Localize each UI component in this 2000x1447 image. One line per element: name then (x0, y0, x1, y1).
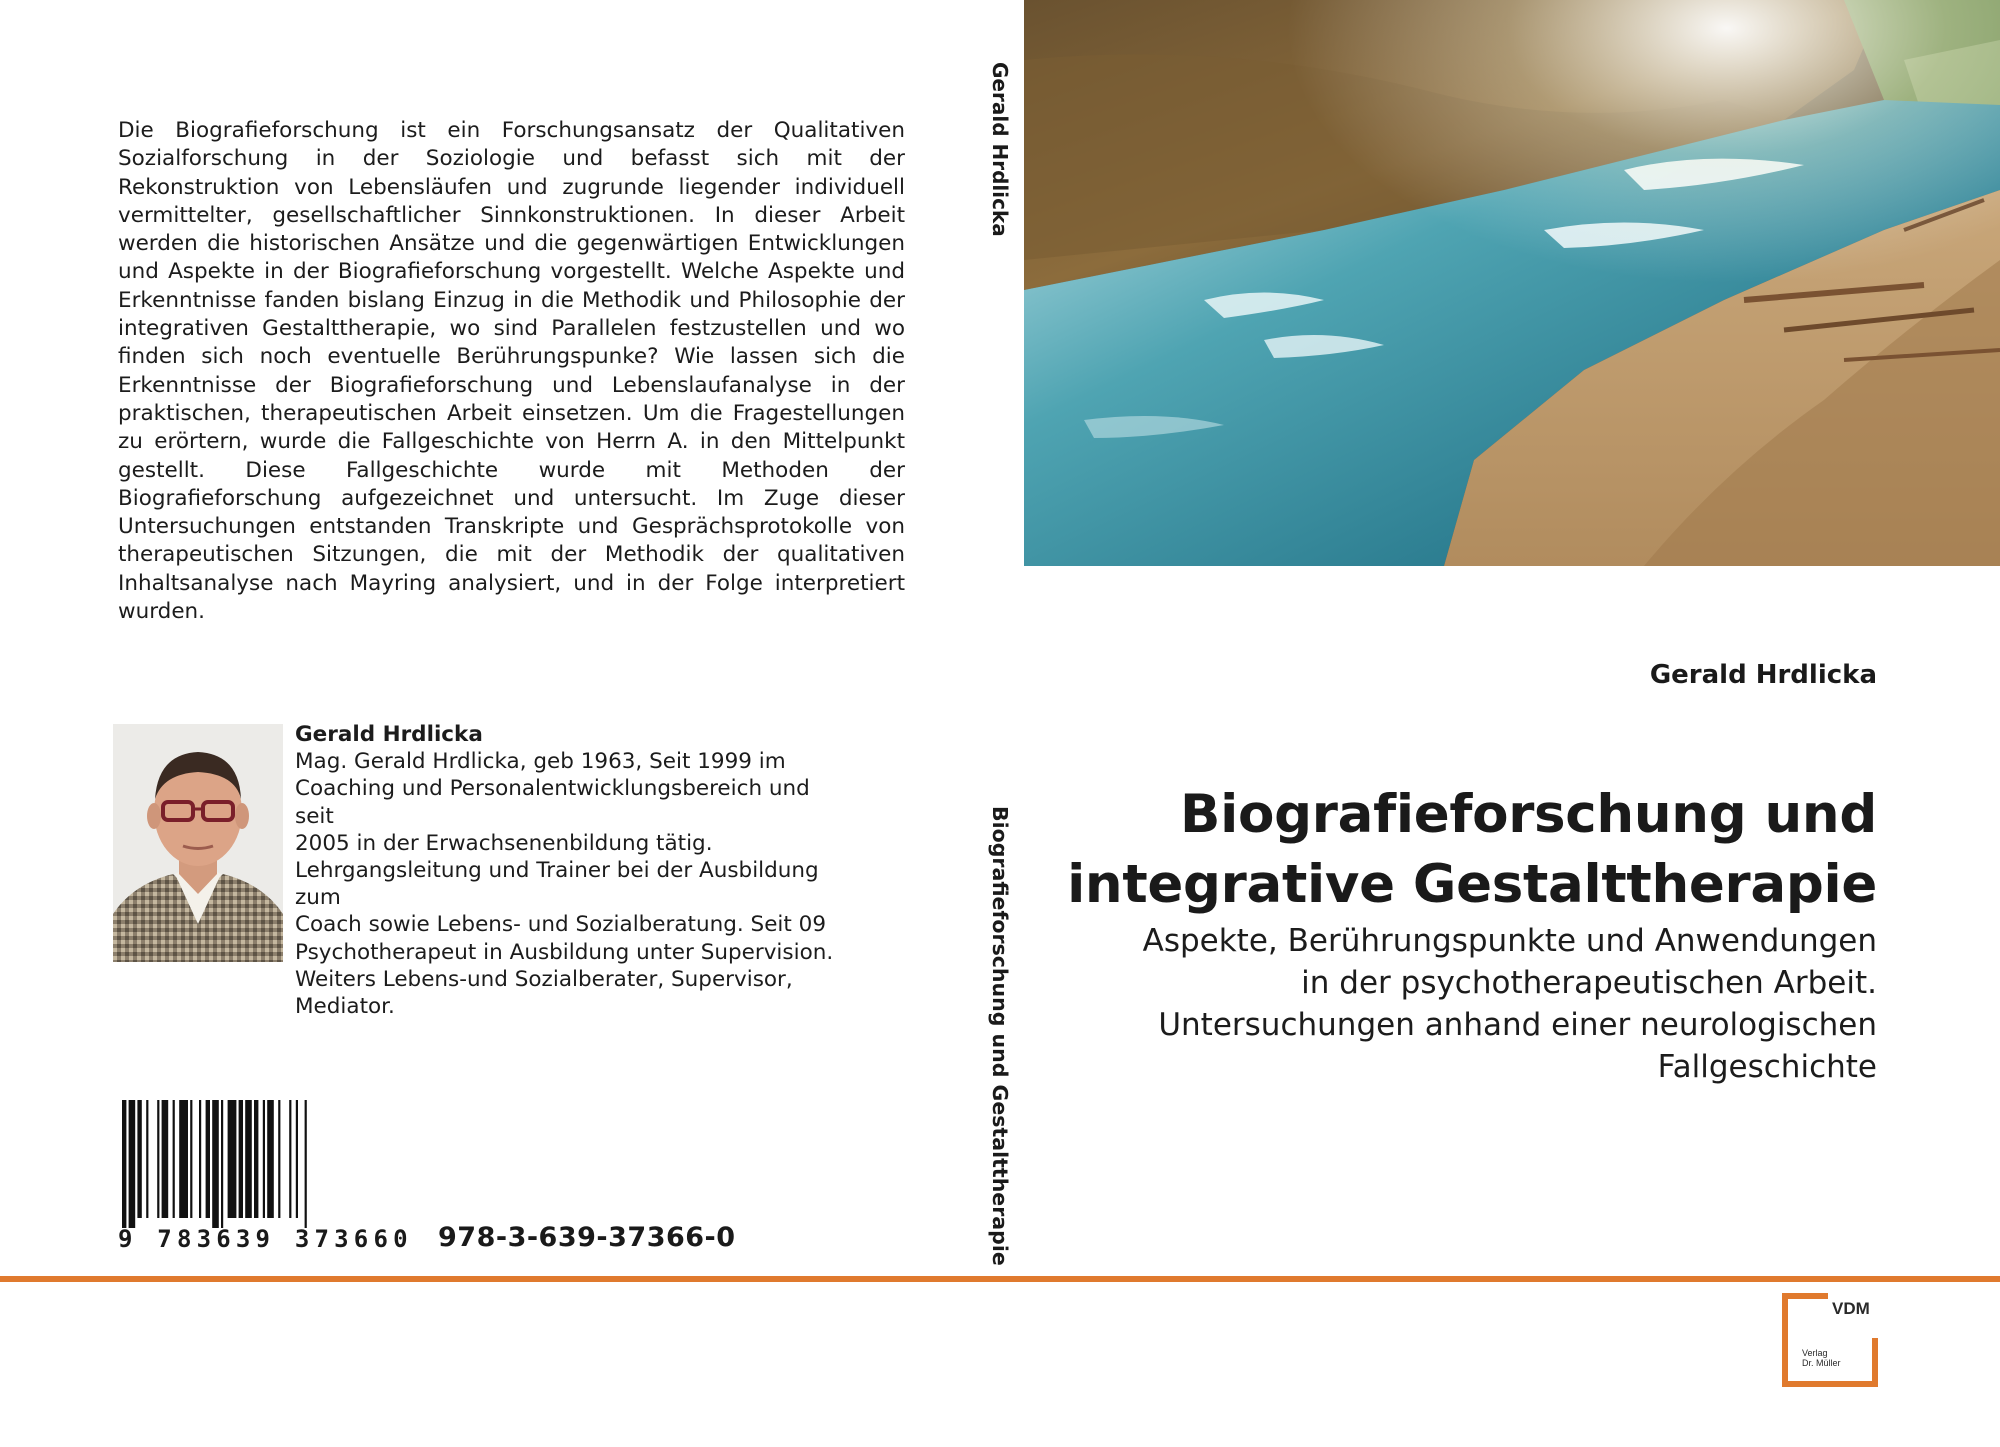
barcode-bar (305, 1100, 307, 1228)
title-line: integrative Gestalttherapie (1067, 854, 1877, 915)
bio-line: Mag. Gerald Hrdlicka, geb 1963, Seit 1999 im (295, 749, 786, 775)
barcode-bar (179, 1100, 188, 1218)
barcode-bar (129, 1100, 136, 1228)
logo-line: Dr. Müller (1802, 1358, 1841, 1368)
bio-line: Weiters Lebens-und Sozialberater, Supervisor, (295, 966, 793, 992)
author-portrait (113, 724, 283, 962)
spine-title: Biografieforschung und Gestalttherapie (988, 806, 1012, 1266)
barcode-bar (146, 1100, 148, 1218)
front-cover-title (1017, 780, 1877, 920)
back-cover-blurb: Die Biografieforschung ist ein Forschungsansatz der Qualitativen Sozialforschung in der Soziologie und befasst sich mit der Rekonstruktion von Lebensläufen und zugrunde liegender individuell vermittelter, gesellschaftlicher Sinnkonstruktionen. In dieser Arbeit werden die historischen Ansätze und die gegenwärtigen Entwicklungen und Aspekte in der Biografieforschung vorgestellt. Welche Aspekte und Erkenntnisse fanden bislang Einzug in die Methodik und Philosophie der integrativen Gestalttherapie, wo sind Parallelen festzustellen und wo finden sich noch eventuelle Berührungspunke? Wie lassen sich die Erkenntnisse der Biografieforschung und Lebenslaufanalyse in der praktischen, therapeutischen Arbeit einsetzen. Um die Fragestellungen zu erörtern, wurde die Fallgeschichte von Herrn A. in den Mittelpunkt gestellt. Diese Fallgeschichte wurde mit Methoden der Biografieforschung aufgezeichnet und untersucht. Im Zuge dieser Untersuchungen entstanden Transkripte und Gesprächsprotokolle von therapeutischen Sitzungen, die mit der Methodik der qualitativen Inhaltsanalyse nach Mayring analysiert, und in der Folge interpretiert wurden. (118, 118, 905, 625)
bio-line: Lehrgangsleitung und Trainer bei der Ausbildung zum (295, 858, 819, 911)
barcode-bar (190, 1100, 192, 1218)
author-portrait-image (113, 724, 283, 962)
barcode-bar (278, 1100, 280, 1218)
logo-line: Verlag (1802, 1348, 1828, 1358)
barcode-bar (122, 1100, 126, 1228)
orange-divider-rule (0, 1276, 2000, 1282)
barcode-bar (212, 1100, 219, 1228)
barcode-bar (245, 1100, 252, 1218)
subtitle-line: Aspekte, Berührungspunkte und Anwendungen (1142, 923, 1877, 959)
barcode-bar (254, 1100, 258, 1218)
subtitle-line: Fallgeschichte (1657, 1049, 1877, 1085)
barcode-bar (289, 1100, 291, 1218)
barcode-bar (157, 1100, 159, 1218)
front-cover-subtitle (1017, 920, 1877, 1088)
barcode-bar (239, 1100, 243, 1218)
barcode-bar (221, 1100, 223, 1228)
author-bio (295, 721, 855, 1020)
barcode-bar (173, 1100, 175, 1218)
spine-author: Gerald Hrdlicka (988, 62, 1012, 237)
river-canyon-image (1024, 0, 2000, 566)
bio-author-name: Gerald Hrdlicka (295, 722, 483, 747)
barcode-digits: 9 783639 373660 (118, 1225, 413, 1253)
barcode-bar (162, 1100, 169, 1218)
barcode-bar (137, 1100, 141, 1218)
cover-photo-river-canyon (1024, 0, 2000, 566)
front-cover-author: Gerald Hrdlicka (1649, 660, 1877, 690)
subtitle-line: in der psychotherapeutischen Arbeit. (1301, 965, 1877, 1001)
publisher-logo (1782, 1293, 1878, 1387)
barcode-bar (263, 1100, 265, 1218)
barcode-bar (296, 1100, 298, 1218)
subtitle-line: Untersuchungen anhand einer neurologischen (1158, 1007, 1877, 1043)
isbn-number: 978-3-639-37366-0 (438, 1222, 736, 1253)
bio-line: Coach sowie Lebens- und Sozialberatung. Seit 09 (295, 912, 827, 938)
bio-line: Coaching und Personalentwicklungsbereich und seit (295, 776, 810, 829)
barcode-bar (228, 1100, 237, 1218)
bio-line: Psychotherapeut in Ausbildung unter Supervision. (295, 939, 834, 965)
bio-line: 2005 in der Erwachsenenbildung tätig. (295, 830, 713, 856)
logo-publisher-name (1802, 1348, 1841, 1368)
barcode-bar (199, 1100, 201, 1218)
barcode-bar (267, 1100, 274, 1218)
barcode-bar (206, 1100, 210, 1218)
logo-brand: VDM (1832, 1299, 1870, 1318)
bio-line: Mediator. (295, 994, 395, 1020)
title-line: Biografieforschung und (1180, 784, 1877, 845)
